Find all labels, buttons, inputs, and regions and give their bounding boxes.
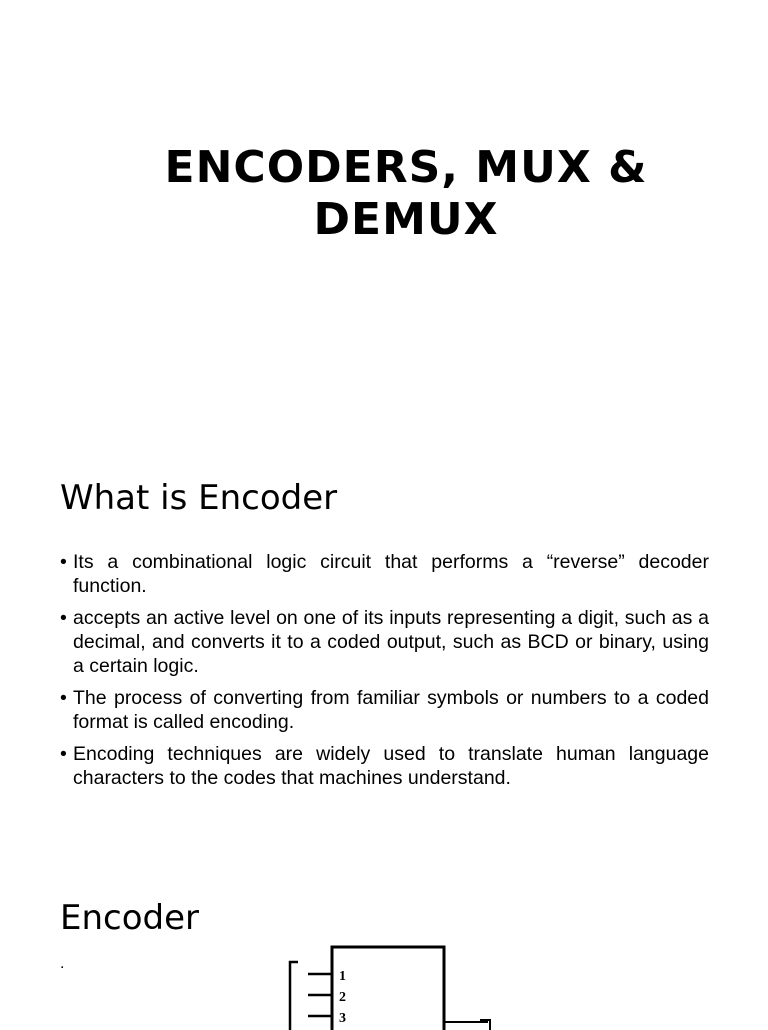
encoder-diagram: [280, 940, 520, 1030]
bullet-item: • accepts an active level on one of its inputs representing a digit, such as a decimal, and converts it to a coded output, such as BCD or binary, using a certain logic.: [60, 606, 709, 678]
encoder-bullet-list: [60, 550, 709, 798]
input-bracket: [290, 962, 298, 1030]
bullet-item: • The process of converting from familiar symbols or numbers to a coded format is called encoding.: [60, 686, 709, 734]
input-label-1: 1: [339, 969, 346, 984]
what-is-encoder-slide: [0, 460, 768, 880]
main-title-line1: ENCODERS, MUX &: [164, 142, 648, 193]
input-label-2: 2: [339, 990, 346, 1005]
main-title-line2: DEMUX: [313, 194, 499, 245]
main-title: [100, 142, 712, 246]
encoder-slide: [0, 880, 768, 1024]
stray-dot: .: [60, 955, 65, 972]
encoder-block: [332, 947, 444, 1030]
encoder-heading: Encoder: [60, 898, 200, 938]
what-is-encoder-heading: What is Encoder: [60, 478, 338, 518]
bullet-item: • Its a combinational logic circuit that performs a “reverse” decoder function.: [60, 550, 709, 598]
bullet-item: • Encoding techniques are widely used to translate human language characters to the codes that machines understand.: [60, 742, 709, 790]
title-slide: [0, 0, 768, 460]
input-label-3: 3: [339, 1011, 346, 1026]
